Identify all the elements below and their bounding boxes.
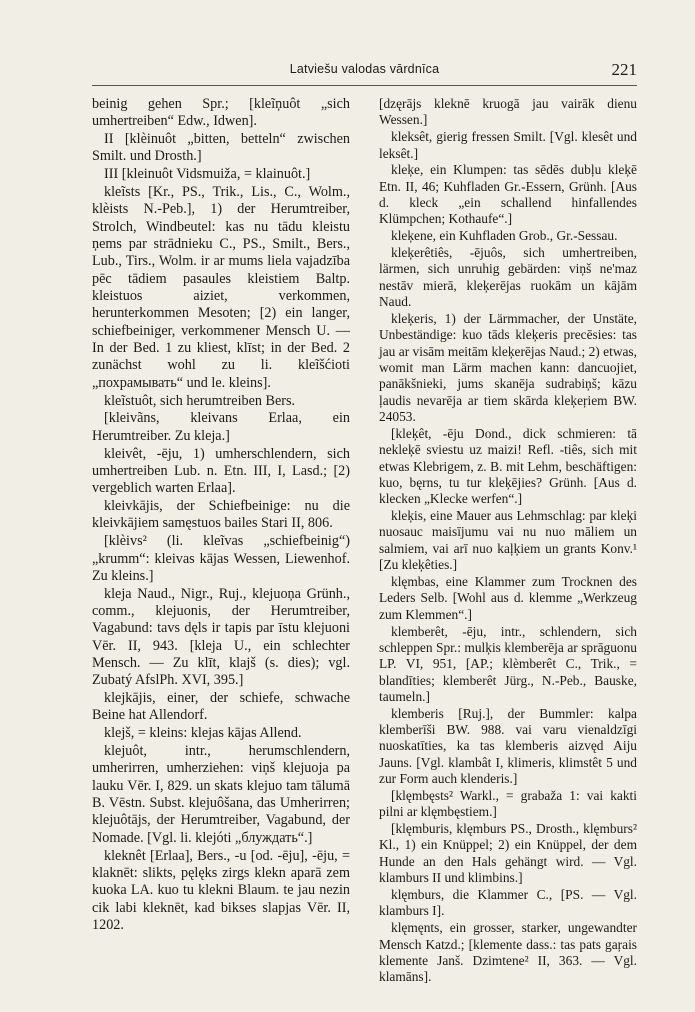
dictionary-entry: klęmbas, eine Klammer zum Trocknen des Leders Selb. [Wohl aus d. klemme „Werkzeug zum Klemmen“.] bbox=[379, 573, 637, 622]
dictionary-entry: III [kleinuôt Vidsmuiža, = klainuôt.] bbox=[104, 166, 311, 183]
dictionary-entry: II [klèinuôt „bitten, betteln“ zwischen Smilt. und Drosth.] bbox=[92, 131, 350, 165]
dictionary-entry: kleķe, ein Klumpen: tas sēdēs dubļu kleķē Etn. II, 46; Kuhfladen Gr.-Essern, Grünh. [Aus d. kleck „ein schallend hinfallendes Klümpchen; Kothaufe“.] bbox=[379, 162, 637, 227]
dictionary-entry: [klęmburis, klęmburs PS., Drosth., klęmburs² Kl., 1) ein Knüppel; 2) ein Knüppel, der dem Hunde an den Hals gehängt wird. — Vgl. klamburs II und klimbins.] bbox=[379, 821, 637, 886]
dictionary-entry: kleķis, eine Mauer aus Lehmschlag: par kleķi nuosauc maisījumu vai nu nuo māliem un salmiem, vai arī nuo kaļķiem un grants Konv.¹ [Zu kleķêties.] bbox=[379, 508, 637, 573]
dictionary-entry: klejuôt, intr., herumschlendern, umherirren, umherziehen: viņš klejuoja pa lauku Vēr. I, 829. un skats klejuo tam tālumā B. Vēstn. Subst. klejuôšana, das Umherirren; klejuôtājs, der Herumtreiber, Vagabund, der Nomade. [Vgl. li. klejóti „блуждать“.] bbox=[92, 743, 350, 846]
dictionary-entry: klejkājis, einer, der schiefe, schwache Beine hat Allendorf. bbox=[92, 690, 350, 724]
dictionary-entry: klemberis [Ruj.], der Bummler: kalpa klemberīši BW. 988. vai varu vienaldzīgi nuoskatīties, ka tas klemberis aizvęd Aiju Jauns. [Vgl. klambât I, klimeris, klimstêt 5 und zur Form auch klenderis.] bbox=[379, 705, 637, 787]
running-title: Latviešu valodas vārdnīca bbox=[289, 62, 440, 76]
dictionary-entry: [kleivãns, kleivans Erlaa, ein Herumtreiber. Zu kleja.] bbox=[92, 410, 350, 444]
dictionary-entry: kleĩsts [Kr., PS., Trik., Lis., C., Wolm., klèists N.-Peb.], 1) der Herumtreiber, Strolch, Windbeutel: kas nu tādu kleistu ņems par strādnieku C., PS., Smilt., Bers., Lub., Tirs., Wolm. ir ar mums liela vajadzība pēc tādiem pasaules kleistiem Baltp. kleistuos aiziet, verkommen, herunterkommen Mesoten; [2) ein langer, schiefbeiniger, verkommener Mensch U. — In der Bed. 1 zu kliest, klīst; in der Bed. 2 zunächst wohl zu li. kleĩšćioti „похрамывать“ und le. kleins]. bbox=[92, 184, 350, 391]
header-rule bbox=[92, 85, 637, 86]
dictionary-entry: [dzęrājs kleknē kruogā jau vairāk dienu Wessen.] bbox=[379, 96, 637, 128]
page-header bbox=[92, 60, 637, 82]
dictionary-entry: kleja Naud., Nigr., Ruj., klejuoņa Grünh., comm., klejuonis, der Herumtreiber, Vagabund: tavs dęls ir tapis par īstu klejuoni Vēr. II, 943. [kleja U., ein schlechter Mensch. — Zu klīt, klajš (s. dies); vgl. Zubatý AfslPh. XVI, 395.] bbox=[92, 585, 350, 689]
dictionary-entry: [klèivs² (li. kleĩvas „schiefbeinig“) „krumm“: kleivas kājas Wessen, Liewenhof. Zu kleins.] bbox=[92, 533, 350, 584]
page-number: 221 bbox=[611, 60, 637, 79]
dictionary-entry: kleivkājis, der Schiefbeinige: nu die kleivkājiem samęstuos bailes Stari II, 806. bbox=[92, 498, 350, 532]
dictionary-entry: kleķene, ein Kuhfladen Grob., Gr.-Sessau. bbox=[391, 228, 618, 244]
dictionary-entry: kleĩstuôt, sich herumtreiben Bers. bbox=[104, 392, 296, 409]
dictionary-entry: kleksêt, gierig fressen Smilt. [Vgl. klesêt und leksêt.] bbox=[379, 129, 637, 161]
dictionary-entry: klemberêt, -ēju, intr., schlendern, sich schleppen Spr.: mulķis klemberēja ar sprāguonu LP. VI, 951, [AP.; klèmberêt C., Trik., = blandīties; klemberêt Jürg., N.-Peb., Bauske, taumeln.] bbox=[379, 623, 637, 704]
dictionary-entry: [klęmbęsts² Warkl., = grabaža 1: vai kakti pilni ar klęmbęstiem.] bbox=[379, 787, 637, 820]
dictionary-entry: kleķeris, 1) der Lärmmacher, der Unstäte, Unbeständige: kuo tāds kleķeris precēsies: tas jau ar visām meitām kleķerējas Naud.; 2) etwas, womit man Lärm machen kann: dancuojiet, panākšnieki, jums skanēja sudrabiņš; kāzu ļaudis nevarēja ar tiem skārda kleķeŗiem BW. 24053. bbox=[379, 310, 637, 425]
left-column bbox=[92, 96, 350, 935]
dictionary-entry: kleķerêtiês, -ējuôs, sich umhertreiben, lärmen, sich unruhig gebärden: viņš ne'maz nestāv mierā, kleķerējas ruokām un kājām Naud. bbox=[379, 245, 637, 310]
dictionary-entry: klęmęnts, ein grosser, starker, ungewandter Mensch Katzd.; [klemente dass.: tas pats gaŗais klemente Janš. Dzimtene² II, 363. — Vgl. klamāns]. bbox=[379, 920, 637, 985]
dictionary-entry: [kleķêt, -ēju Dond., dick schmieren: tā nekleķē sviestu uz maizi! Refl. -tiês, sich mit etwas Klebrigem, z. B. mit Lehm, beschäftigen: kuo, bęrns, tu tur kleķējies? Grünh. [Aus d. klecken „Klecke werfen“.] bbox=[379, 425, 637, 507]
dictionary-entry: klęmburs, die Klammer C., [PS. — Vgl. klamburs I]. bbox=[379, 887, 637, 919]
dictionary-entry: kleivêt, -ēju, 1) umherschlendern, sich umhertreiben Lub. n. Etn. III, I, Lasd.; [2) vergeblich warten Erlaa]. bbox=[92, 445, 350, 497]
dictionary-entry: klejš, = kleins: klejas kājas Allend. bbox=[104, 725, 302, 742]
dictionary-entry: kleknêt [Erlaa], Bers., -u [od. -ēju], -ēju, = klaknēt: slikts, pęlęks zirgs klekn aparā zem kuoka LA. kuo tu klekni Blaum. te jau nezin cik labi kleknēt, kad bikses slapjas Vēr. II, 1202. bbox=[92, 847, 350, 933]
right-column bbox=[379, 96, 637, 986]
dictionary-entry: beinig gehen Spr.; [kleĩņuôt „sich umhertreiben“ Edw., Idwen]. bbox=[92, 96, 350, 130]
